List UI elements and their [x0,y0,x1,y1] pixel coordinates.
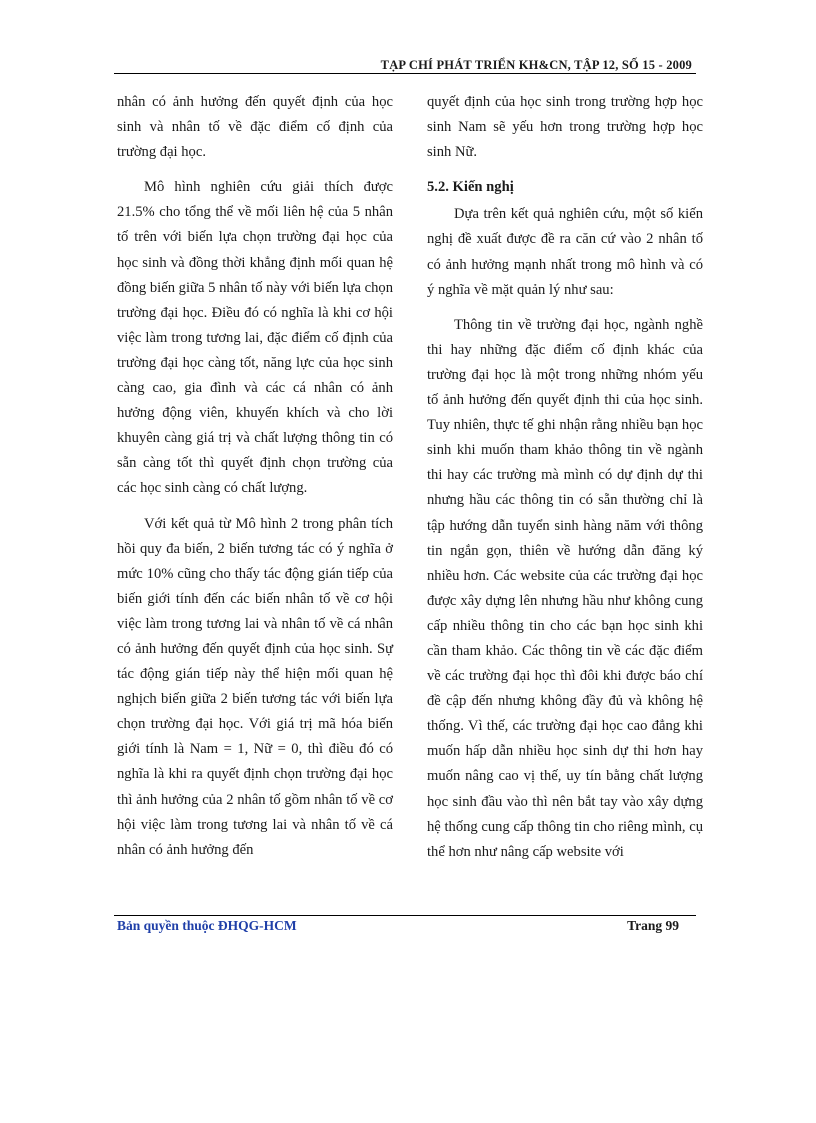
page-number: Trang 99 [627,918,679,933]
journal-title: TẠP CHÍ PHÁT TRIỂN KH&CN, TẬP 12, SỐ 15 - 2009 [380,58,692,72]
paragraph: nhân có ảnh hưởng đến quyết định của học sinh và nhân tố về đặc điểm cố định của trường đại học. [117,94,393,161]
right-column [427,90,703,875]
left-column [117,90,393,873]
paragraph: Với kết quả từ Mô hình 2 trong phân tích hồi quy đa biến, 2 biến tương tác có ý nghĩa ở mức 10% cũng cho thấy tác động gián tiếp của biến giới tính đến các biến nhân tố về cơ hội việc làm trong tương lai và nhân tố về cá nhân có ảnh hưởng đến quyết định của học sinh. Sự tác động gián tiếp này thể hiện mối quan hệ nghịch biến giữa 2 biến tương tác với biến lựa chọn trường đại học. Với giá trị mã hóa biến giới tính là Nam = 1, Nữ = 0, thì điều đó có nghĩa là khi ra quyết định chọn trường đại học thì ảnh hưởng của 2 nhân tố gồm nhân tố về cơ hội việc làm trong tương lai và nhân tố về cá nhân có ảnh hưởng đến [117,515,393,858]
header-divider [114,73,696,74]
paragraph: Thông tin về trường đại học, ngành nghề thi hay những đặc điểm cố định khác của trường đại học là một trong những nhóm yếu tố ảnh hưởng đến quyết định thi của học sinh. Tuy nhiên, thực tế ghi nhận rằng nhiều bạn học sinh khi muốn tham khảo thông tin về ngành thi hay các trường mà mình có dự định dự thi nhưng hầu các thông tin có sẵn thường chỉ là tập hướng dẫn tuyển sinh hàng năm với thông tin ngắn gọn, thiên về hướng dẫn đăng ký nhiều hơn. Các website của các trường đại học được xây dựng lên nhưng hầu như không cung cấp nhiều thông tin cho các bạn học sinh khi cần tham khảo. Các thông tin về các đặc điểm về các trường đại học thì đôi khi được báo chí đề cập đến nhưng không đầy đủ và không hệ thống. Vì thế, các trường đại học cao đẳng khi muốn hấp dẫn nhiều học sinh dự thi hơn hay muốn nâng cao vị thế, uy tín bằng chất lượng học sinh đầu vào thì nên bắt tay vào xây dựng hệ thống cung cấp thông tin cho riêng mình, cụ thể hơn như nâng cấp website với [427,316,703,860]
paragraph: Mô hình nghiên cứu giải thích được 21.5% cho tổng thể về mối liên hệ của 5 nhân tố trên với biến lựa chọn trường đại học của học sinh và đồng thời khẳng định mối quan hệ đồng biến giữa 5 nhân tố này với biến lựa chọn trường đại học. Điều đó có nghĩa là khi cơ hội việc làm trong tương lai, đặc điểm cố định của trường đại học càng tốt, năng lực của học sinh càng cao, gia đình và các cá nhân có ảnh hưởng động viên, khuyến khích và cho lời khuyên càng giá trị và chất lượng thông tin có sẵn càng tốt thì quyết định chọn trường của các học sinh càng có chất lượng. [117,179,393,497]
footer-divider [114,915,696,916]
section-heading: 5.2. Kiến nghị [427,179,514,196]
paragraph-continuation: quyết định của học sinh trong trường hợp học sinh Nam sẽ yếu hơn trong trường hợp học sinh Nữ. [427,94,703,161]
copyright-notice: Bản quyền thuộc ĐHQG-HCM [117,918,297,933]
paragraph: Dựa trên kết quả nghiên cứu, một số kiến nghị đề xuất được đề ra căn cứ vào 2 nhân tố có ảnh hưởng mạnh nhất trong mô hình và có ý nghĩa về mặt quản lý như sau: [427,206,703,298]
